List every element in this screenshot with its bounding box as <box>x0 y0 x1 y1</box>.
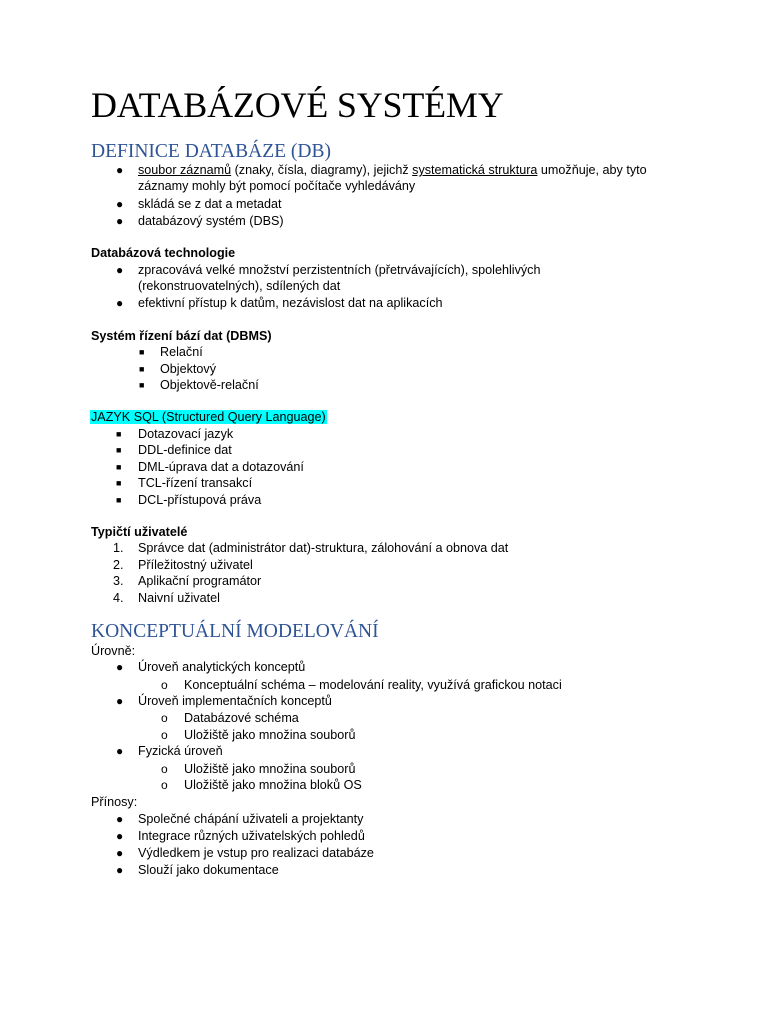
circle-bullet-icon: o <box>161 678 168 692</box>
list-item: Správce dat (administrátor dat)-struktura, zálohování a obnova dat <box>138 541 509 555</box>
heading-konceptualni-modelovani: KONCEPTUÁLNÍ MODELOVÁNÍ <box>91 621 379 642</box>
list-item-continuation: (rekonstruovatelných), sdílených dat <box>138 279 341 293</box>
circle-bullet-icon: o <box>161 762 168 776</box>
bullet-icon: ● <box>116 846 124 860</box>
square-bullet-icon: ■ <box>116 478 122 488</box>
page-title: DATABÁZOVÉ SYSTÉMY <box>91 85 504 125</box>
list-item: Úroveň implementačních konceptů <box>138 694 332 708</box>
bullet-icon: ● <box>116 197 124 211</box>
bullet-icon: ● <box>116 296 124 310</box>
sub-list-item: Uložiště jako množina souborů <box>184 762 356 776</box>
square-bullet-icon: ■ <box>139 347 145 357</box>
list-item: Slouží jako dokumentace <box>138 863 279 877</box>
sub-list-item: Uložiště jako množina souborů <box>184 728 356 742</box>
list-item: Objektově-relační <box>160 378 259 392</box>
square-bullet-icon: ■ <box>116 495 122 505</box>
list-item: Fyzická úroveň <box>138 744 223 758</box>
subheading-jazyk-sql <box>90 409 327 426</box>
list-number: 1. <box>113 541 124 555</box>
square-bullet-icon: ■ <box>116 429 122 439</box>
sub-list-item: Konceptuální schéma – modelování reality, využívá grafickou notaci <box>184 678 562 692</box>
circle-bullet-icon: o <box>161 778 168 792</box>
list-number: 4. <box>113 591 124 605</box>
list-item: DCL-přístupová práva <box>138 493 262 507</box>
list-item: Objektový <box>160 362 216 376</box>
square-bullet-icon: ■ <box>139 364 145 374</box>
list-item: Výdledkem je vstup pro realizaci databáze <box>138 846 374 860</box>
list-item: databázový systém (DBS) <box>138 214 284 228</box>
bullet-icon: ● <box>116 744 124 758</box>
list-item: TCL-řízení transakcí <box>138 476 253 490</box>
list-item: soubor záznamů (znaky, čísla, diagramy), jejichž systematická struktura umožňuje, aby tyto <box>138 163 647 177</box>
bullet-icon: ● <box>116 694 124 708</box>
label-prinosy: Přínosy: <box>91 795 138 809</box>
subheading-typicti-uzivatele: Typičtí uživatelé <box>91 525 188 539</box>
square-bullet-icon: ■ <box>139 380 145 390</box>
list-number: 2. <box>113 558 124 572</box>
circle-bullet-icon: o <box>161 711 168 725</box>
list-item: Relační <box>160 345 203 359</box>
bullet-icon: ● <box>116 812 124 826</box>
list-item: skládá se z dat a metadat <box>138 197 282 211</box>
bullet-icon: ● <box>116 829 124 843</box>
list-item: Integrace různých uživatelských pohledů <box>138 829 365 843</box>
bullet-icon: ● <box>116 863 124 877</box>
bullet-icon: ● <box>116 660 124 674</box>
list-item: Naivní uživatel <box>138 591 220 605</box>
heading-definice-databaze: DEFINICE DATABÁZE (DB) <box>91 141 331 162</box>
label-urovne: Úrovně: <box>91 644 136 658</box>
bullet-icon: ● <box>116 163 124 177</box>
highlighted-heading-text: JAZYK SQL (Structured Query Language) <box>91 410 326 424</box>
list-item: Společné chápání uživateli a projektanty <box>138 812 364 826</box>
list-number: 3. <box>113 574 124 588</box>
list-item-continuation: záznamy mohly být pomocí počítače vyhledávány <box>138 179 416 193</box>
subheading-databazova-technologie: Databázová technologie <box>91 246 236 260</box>
list-item: Aplikační programátor <box>138 574 262 588</box>
list-item: DML-úprava dat a dotazování <box>138 460 304 474</box>
list-item: Příležitostný uživatel <box>138 558 253 572</box>
sub-list-item: Databázové schéma <box>184 711 299 725</box>
sub-list-item: Uložiště jako množina bloků OS <box>184 778 362 792</box>
square-bullet-icon: ■ <box>116 445 122 455</box>
bullet-icon: ● <box>116 214 124 228</box>
bullet-icon: ● <box>116 263 124 277</box>
list-item: Dotazovací jazyk <box>138 427 234 441</box>
list-item: DDL-definice dat <box>138 443 232 457</box>
list-item: efektivní přístup k datům, nezávislost dat na aplikacích <box>138 296 443 310</box>
list-item: Úroveň analytických konceptů <box>138 660 306 674</box>
subheading-dbms: Systém řízení bází dat (DBMS) <box>91 329 272 343</box>
list-item: zpracovává velké množství perzistentních (přetrvávajících), spolehlivých <box>138 263 541 277</box>
circle-bullet-icon: o <box>161 728 168 742</box>
square-bullet-icon: ■ <box>116 462 122 472</box>
